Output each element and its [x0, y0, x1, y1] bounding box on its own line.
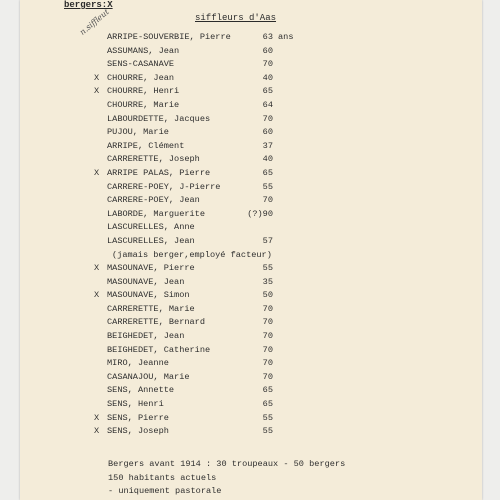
list-item: [20, 235, 500, 249]
list-item: [20, 45, 500, 59]
list-item: [20, 194, 500, 208]
list-item: [20, 221, 500, 235]
header-label: bergers:X: [64, 0, 113, 10]
list-item: [20, 398, 500, 412]
list-item: [20, 31, 500, 45]
person-age: 70: [262, 358, 273, 369]
person-name: CHOURRE, Jean: [107, 72, 175, 83]
person-name: CARRERETTE, Marie: [107, 303, 195, 314]
person-age: 65: [262, 385, 273, 396]
list-item: [20, 72, 500, 86]
person-name: MIRO, Jeanne: [107, 358, 169, 369]
person-name: CARRERETTE, Joseph: [107, 154, 200, 165]
person-name: SENS, Annette: [107, 385, 175, 396]
shepherd-mark: X: [94, 426, 100, 437]
person-age: 65: [262, 167, 273, 178]
list-item: [20, 289, 500, 303]
document-title: siffleurs d'Aas: [195, 13, 277, 23]
person-age: 70: [262, 344, 273, 355]
person-name: BEIGHEDET, Jean: [107, 331, 185, 342]
age-unit: ans: [278, 32, 294, 42]
person-name: CHOURRE, Henri: [107, 86, 180, 97]
list-item: [20, 140, 500, 154]
person-name: MASOUNAVE, Simon: [107, 290, 190, 301]
list-item: [20, 344, 500, 358]
footer-notes: [108, 458, 345, 499]
list-item: [20, 153, 500, 167]
list-item: [20, 113, 500, 127]
person-age: 60: [262, 127, 273, 138]
person-age: 70: [262, 317, 273, 328]
person-name: ARRIPE PALAS, Pierre: [107, 167, 211, 178]
list-item: [20, 330, 500, 344]
shepherd-mark: X: [94, 72, 100, 83]
list-item: [20, 99, 500, 113]
person-name: CHOURRE, Marie: [107, 99, 180, 110]
person-age: 70: [262, 195, 273, 206]
list-item: [20, 276, 500, 290]
footer-line: 150 habitants actuels: [108, 472, 217, 483]
shepherd-mark: X: [94, 412, 100, 423]
person-name: BEIGHEDET, Catherine: [107, 344, 211, 355]
list-item: [20, 384, 500, 398]
list-item: [20, 425, 500, 439]
person-age: 64: [262, 99, 273, 110]
person-age: 55: [262, 181, 273, 192]
list-item: [20, 412, 500, 426]
shepherd-mark: X: [94, 263, 100, 274]
names-list: [20, 31, 500, 439]
person-name: SENS-CASANAVE: [107, 59, 175, 70]
person-name: CARRERE-POEY, Jean: [107, 195, 200, 206]
person-note: (jamais berger,employé facteur): [112, 249, 272, 260]
list-item: [20, 181, 500, 195]
person-age: 57: [262, 235, 273, 246]
list-item: [20, 85, 500, 99]
person-age: 37: [262, 140, 273, 151]
handwritten-annotation: n.siffleut: [78, 7, 111, 37]
person-name: LASCURELLES, Jean: [107, 235, 195, 246]
shepherd-mark: X: [94, 167, 100, 178]
person-name: CASANAJOU, Marie: [107, 371, 190, 382]
footer-line: Bergers avant 1914 : 30 troupeaux - 50 bergers: [108, 459, 346, 469]
list-item: [20, 126, 500, 140]
person-age: 70: [262, 303, 273, 314]
person-name: MASOUNAVE, Jean: [107, 276, 185, 287]
person-age: 35: [262, 276, 273, 287]
list-item: [20, 167, 500, 181]
person-name: ARRIPE, Clément: [107, 140, 185, 151]
shepherd-mark: X: [94, 290, 100, 301]
person-age: 40: [262, 72, 273, 83]
person-name: CARRERETTE, Bernard: [107, 317, 205, 328]
person-age: 55: [262, 426, 273, 437]
person-age: (?)90: [247, 208, 273, 219]
person-age: 65: [262, 86, 273, 97]
person-name: PUJOU, Marie: [107, 127, 169, 138]
person-age: 60: [262, 45, 273, 56]
list-item: [20, 303, 500, 317]
person-age: 50: [262, 290, 273, 301]
list-item: [20, 58, 500, 72]
list-item: [20, 249, 500, 263]
list-item: [20, 357, 500, 371]
person-name: SENS, Joseph: [107, 426, 169, 437]
shepherd-mark: X: [94, 86, 100, 97]
list-item: [20, 208, 500, 222]
person-name: SENS, Henri: [107, 399, 164, 410]
person-name: LABORDE, Marguerite: [107, 208, 205, 219]
person-name: LABOURDETTE, Jacques: [107, 113, 211, 124]
person-name: ASSUMANS, Jean: [107, 45, 180, 56]
document-page: [20, 0, 482, 500]
person-age: 70: [262, 113, 273, 124]
person-name: MASOUNAVE, Pierre: [107, 263, 195, 274]
person-name: CARRERE-POEY, J-Pierre: [107, 181, 221, 192]
person-age: 70: [262, 331, 273, 342]
person-age: 55: [262, 263, 273, 274]
list-item: [20, 371, 500, 385]
person-name: SENS, Pierre: [107, 412, 169, 423]
person-age: 63: [262, 32, 273, 42]
person-age: 40: [262, 154, 273, 165]
list-item: [20, 262, 500, 276]
person-age: 55: [262, 412, 273, 423]
list-item: [20, 316, 500, 330]
person-age: 65: [262, 399, 273, 410]
person-age: 70: [262, 59, 273, 70]
footer-line: - uniquement pastorale: [108, 486, 222, 496]
person-age: 70: [262, 371, 273, 382]
person-name: ARRIPE-SOUVERBIE, Pierre: [107, 32, 231, 42]
person-name: LASCURELLES, Anne: [107, 222, 195, 233]
